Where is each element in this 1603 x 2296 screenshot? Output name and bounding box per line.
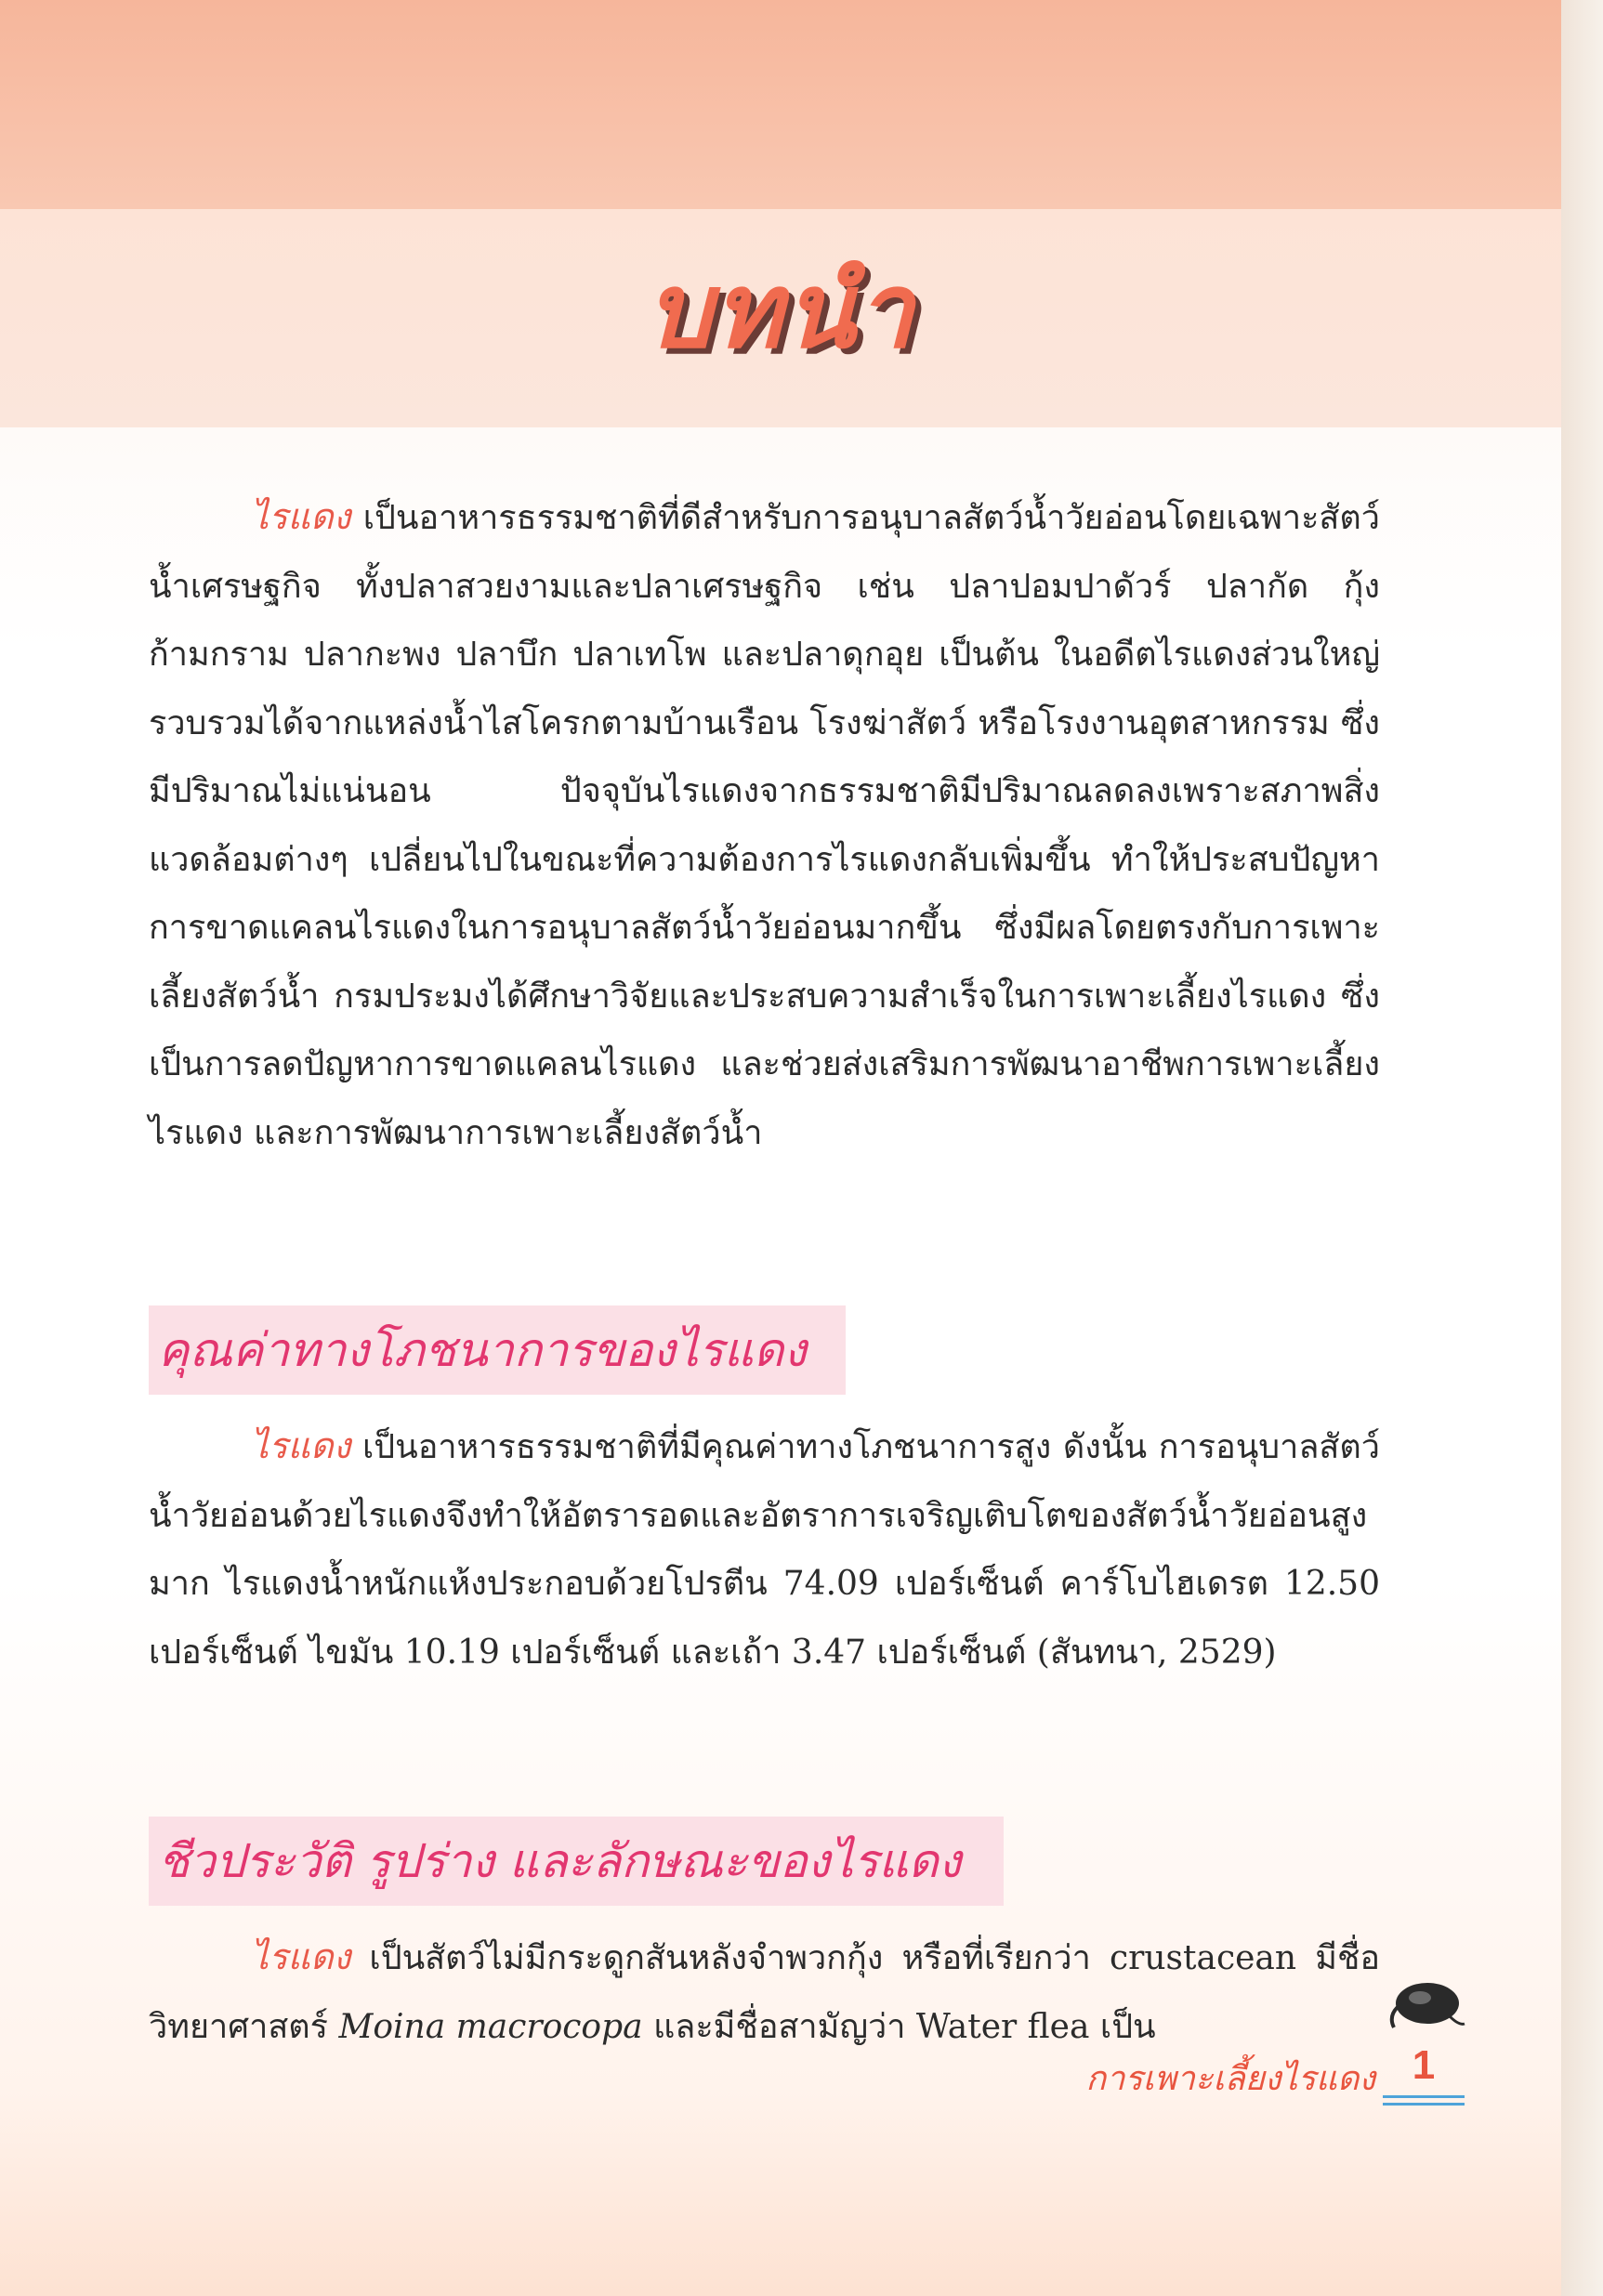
- page-number-rule-top: [1383, 2095, 1465, 2098]
- intro-lead: ไรแดง: [251, 496, 351, 537]
- page-number-rule-bottom: [1383, 2103, 1465, 2106]
- intro-text: เป็นอาหารธรรมชาติที่ดีสำหรับการอนุบาลสัตว์น้ำวัยอ่อนโดยเฉพาะสัตว์น้ำเศรษฐกิจ ทั้งปลาสวยงามและปลาเศรษฐกิจ เช่น ปลาปอมปาดัวร์ ปลากัด กุ้งก้ามกราม ปลากะพง ปลาบึก ปลาเทโพ และปลาดุกอุย เป็นต้น ในอดีตไรแดงส่วนใหญ่รวบรวมได้จากแหล่งน้ำไสโครกตามบ้านเรือน โรงฆ่าสัตว์ หรือโรงงานอุตสาหกรรม ซึ่งมีปริมาณไม่แน่นอน ปัจจุบันไรแดงจากธรรมชาติมีปริมาณลดลงเพราะสภาพสิ่งแวดล้อมต่างๆ เปลี่ยนไปในขณะที่ความต้องการไรแดงกลับเพิ่มขึ้น ทำให้ประสบปัญหาการขาดแคลนไรแดงในการอนุบาลสัตว์น้ำวัยอ่อนมากขึ้น ซึ่งมีผลโดยตรงกับการเพาะเลี้ยงสัตว์น้ำ กรมประมงได้ศึกษาวิจัยและประสบความสำเร็จในการเพาะเลี้ยงไรแดง ซึ่งเป็นการลดปัญหาการขาดแคลนไรแดง และช่วยส่งเสริมการพัฒนาอาชีพการเพาะเลี้ยงไรแดง และการพัฒนาการเพาะเลี้ยงสัตว์น้ำ: [149, 499, 1380, 1152]
- nutrition-lead: ไรแดง: [251, 1425, 351, 1466]
- section-heading-biology: ชีวประวัติ รูปร่าง และลักษณะของไรแดง: [149, 1817, 1004, 1906]
- biology-lead: ไรแดง: [251, 1936, 351, 1977]
- page-edge: [1561, 0, 1603, 2296]
- header-band: [0, 0, 1561, 209]
- biology-text-after: และมีชื่อสามัญว่า Water flea เป็น: [653, 2007, 1156, 2046]
- biology-paragraph: [149, 1923, 1380, 2061]
- scientific-name: Moina macrocopa: [338, 2007, 643, 2046]
- section-heading-nutrition: คุณค่าทางโภชนาการของไรแดง: [149, 1305, 846, 1395]
- page-number: 1: [1412, 2042, 1436, 2088]
- nutrition-text: เป็นอาหารธรรมชาติที่มีคุณค่าทางโภชนาการสูง ดังนั้น การอนุบาลสัตว์น้ำวัยอ่อนด้วยไรแดงจึงทำให้อัตรารอดและอัตราการเจริญเติบโตของสัตว์น้ำวัยอ่อนสูงมาก ไรแดงน้ำหนักแห้งประกอบด้วยโปรตีน 74.09 เปอร์เซ็นต์ คาร์โบไฮเดรต 12.50 เปอร์เซ็นต์ ไขมัน 10.19 เปอร์เซ็นต์ และเถ้า 3.47 เปอร์เซ็นต์ (สันทนา, 2529): [149, 1428, 1380, 1672]
- page-title: บทนำ: [645, 250, 916, 372]
- water-flea-icon: [1385, 1970, 1468, 2035]
- book-title-footer: การเพาะเลี้ยงไรแดง: [1085, 2060, 1375, 2098]
- nutrition-paragraph: [149, 1412, 1380, 1686]
- intro-paragraph: [149, 483, 1380, 1167]
- biology-text-before: เป็นสัตว์ไม่มีกระดูกสันหลังจำพวกกุ้ง หรือที่เรียกว่า crustacean มีชื่อวิทยาศาสตร์: [149, 1939, 1380, 2046]
